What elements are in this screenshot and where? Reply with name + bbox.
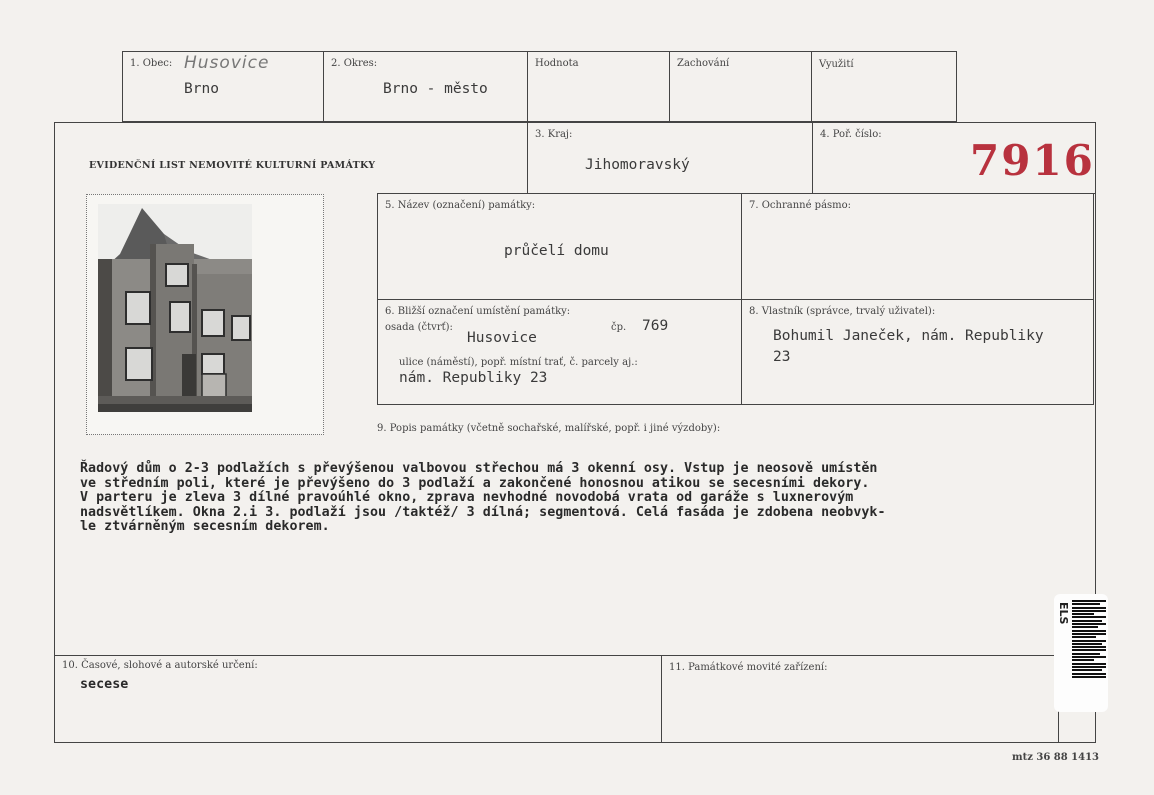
building-photo xyxy=(98,204,252,412)
nazev-label: 5. Název (označení) památky: xyxy=(385,200,536,211)
kraj-value: Jihomoravský xyxy=(585,157,690,173)
osada-label: osada (čtvrť): xyxy=(385,322,453,333)
osada-value: Husovice xyxy=(467,330,537,346)
building-photo-graphic xyxy=(98,204,252,412)
okres-value: Brno - město xyxy=(383,81,488,97)
ulice-value: nám. Republiky 23 xyxy=(399,370,548,386)
footer-code: mtz 36 88 1413 xyxy=(1012,752,1099,763)
vlastnik-value-line1: Bohumil Janeček, nám. Republiky xyxy=(773,328,1044,344)
obec-value: Brno xyxy=(184,81,219,97)
obec-label: 1. Obec: xyxy=(130,58,173,69)
popis-line-4: nadsvětlíkem. Okna 2.i 3. podlaží jsou /taktéž/ 3 dílná; segmentová. Celá fasáda je zdobena neobvyk- xyxy=(80,504,886,520)
popis-line-2: ve středním poli, které je převýšeno do 3 podlaží a zakončené honosnou atikou se secesními dekory. xyxy=(80,475,870,491)
popis-line-3: V parteru je zleva 3 dílné pravoúhlé okno, zprava nevhodné novodobá vrata od garáže s luxnerovým xyxy=(80,490,854,505)
document-title: EVIDENČNÍ LIST NEMOVITÉ KULTURNÍ PAMÁTKY xyxy=(89,160,376,171)
obec-handwritten: Husovice xyxy=(184,53,270,73)
ulice-label: ulice (náměstí), popř. místní trať, č. parcely aj.: xyxy=(399,357,638,368)
vyuziti-label: Využití xyxy=(819,59,854,70)
popis-text xyxy=(80,462,886,535)
ochranne-pasmo-label: 7. Ochranné pásmo: xyxy=(749,200,852,211)
popis-line-1: Řadový dům o 2-3 podlažích s převýšenou valbovou střechou má 3 okenní osy. Vstup je neosově umístěn xyxy=(80,461,878,476)
vlastnik-label: 8. Vlastník (správce, trvalý uživatel): xyxy=(749,306,936,317)
kraj-label: 3. Kraj: xyxy=(535,129,573,140)
hodnota-label: Hodnota xyxy=(535,58,579,69)
casove-label: 10. Časové, slohové a autorské určení: xyxy=(62,660,258,671)
barcode-icon xyxy=(1072,600,1106,686)
popis-line-5: le ztvárněným secesním dekorem. xyxy=(80,519,330,534)
movite-label: 11. Památkové movité zařízení: xyxy=(669,662,828,673)
registry-number: 7916 xyxy=(970,136,1095,185)
okres-label: 2. Okres: xyxy=(331,58,378,69)
vlastnik-value-line2: 23 xyxy=(773,349,791,365)
cp-label: čp. xyxy=(611,322,627,333)
cp-value: 769 xyxy=(642,318,669,334)
casove-value: secese xyxy=(80,677,129,692)
popis-label: 9. Popis památky (včetně sochařské, malířské, popř. i jiné výzdoby): xyxy=(377,423,721,434)
umisteni-label: 6. Bližší označení umístění památky: xyxy=(385,306,571,317)
barcode-label-text: ELS xyxy=(1057,602,1070,625)
por-cislo-label: 4. Poř. číslo: xyxy=(820,129,882,140)
zachovani-label: Zachování xyxy=(677,58,730,69)
nazev-value: průčelí domu xyxy=(504,243,609,259)
